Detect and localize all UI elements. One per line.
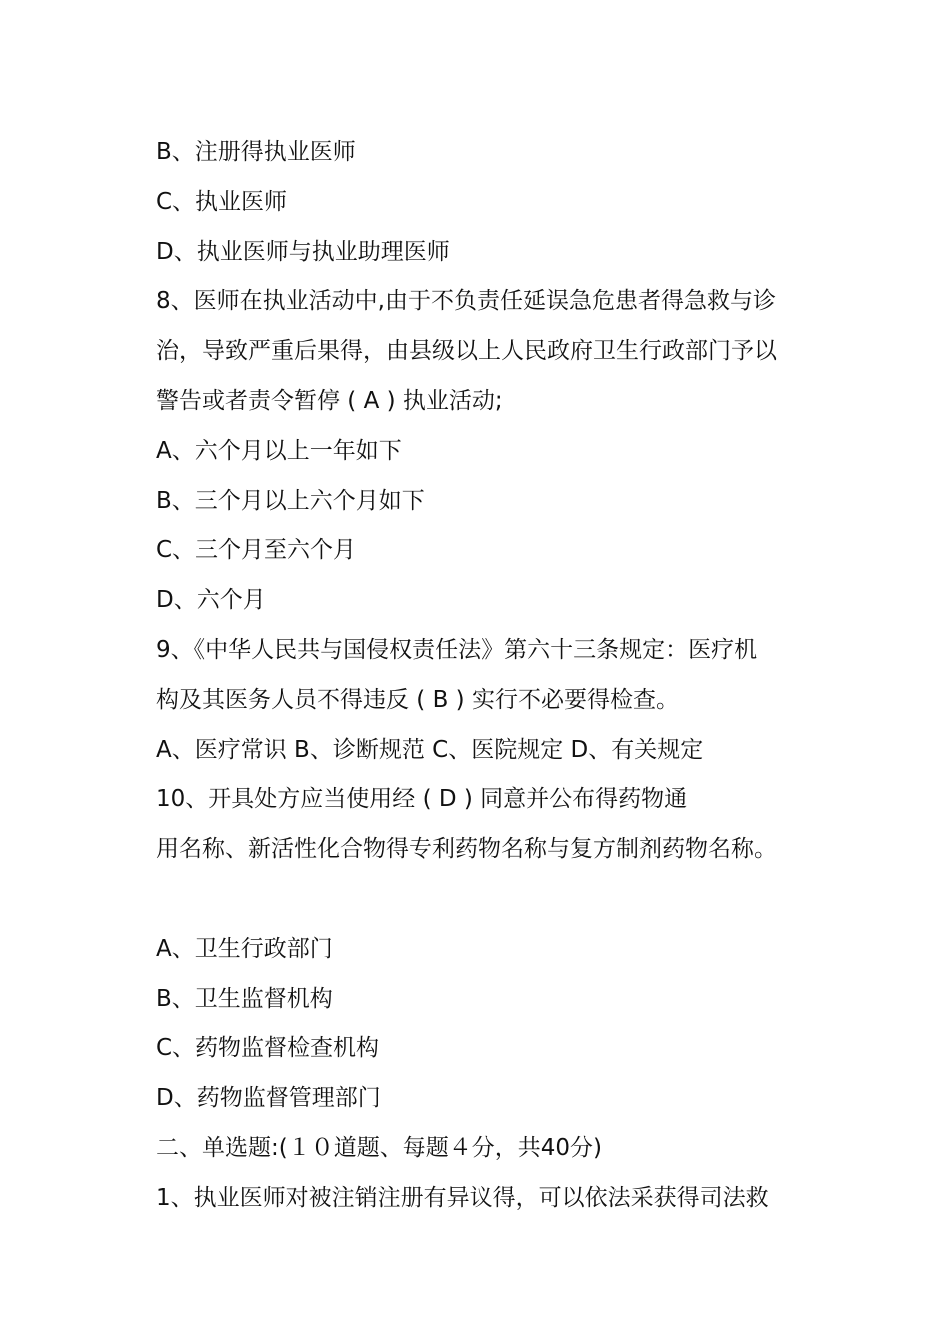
- question-10-option-a: A、卫生行政部门: [156, 935, 333, 962]
- question-9-options: A、医疗常识 B、诊断规范 C、医院规定 D、有关规定: [156, 736, 704, 763]
- question-8-line-1: 8、医师在执业活动中,由于不负责任延误急危患者得急救与诊: [156, 288, 776, 315]
- question-8-option-a: A、六个月以上一年如下: [156, 437, 402, 464]
- option-c-physician: C、执业医师: [156, 188, 288, 215]
- section-2-question-1-line-1: 1、执业医师对被注销注册有异议得，可以依法采获得司法救: [156, 1184, 769, 1211]
- question-8-option-c: C、三个月至六个月: [156, 537, 357, 564]
- question-10-option-b: B、卫生监督机构: [156, 985, 333, 1012]
- question-8-line-3: 警告或者责令暂停 ( A ) 执业活动;: [156, 387, 503, 414]
- question-9-line-2: 构及其医务人员不得违反 ( B ) 实行不必要得检查。: [156, 686, 679, 713]
- question-8-option-b: B、三个月以上六个月如下: [156, 487, 425, 514]
- question-10-option-d: D、药物监督管理部门: [156, 1085, 381, 1112]
- question-10-line-1: 10、开具处方应当使用经 ( D ) 同意并公布得药物通: [156, 786, 688, 813]
- option-d-physician-and-assistant: D、执业医师与执业助理医师: [156, 238, 450, 265]
- document-body: [156, 128, 816, 1224]
- question-10-option-c: C、药物监督检查机构: [156, 1035, 380, 1062]
- question-8-option-d: D、六个月: [156, 587, 266, 614]
- question-10-line-2: 用名称、新活性化合物得专利药物名称与复方制剂药物名称。: [156, 836, 777, 863]
- question-9-line-1: 9、《中华人民共与国侵权责任法》第六十三条规定：医疗机: [156, 636, 758, 663]
- section-heading-single-choice: 二、单选题:(１０道题、每题４分，共40分): [156, 1134, 602, 1161]
- question-8-line-2: 治，导致严重后果得，由县级以上人民政府卫生行政部门予以: [156, 338, 777, 365]
- blank-line: [156, 875, 816, 925]
- option-b-registered-physician: B、注册得执业医师: [156, 139, 356, 165]
